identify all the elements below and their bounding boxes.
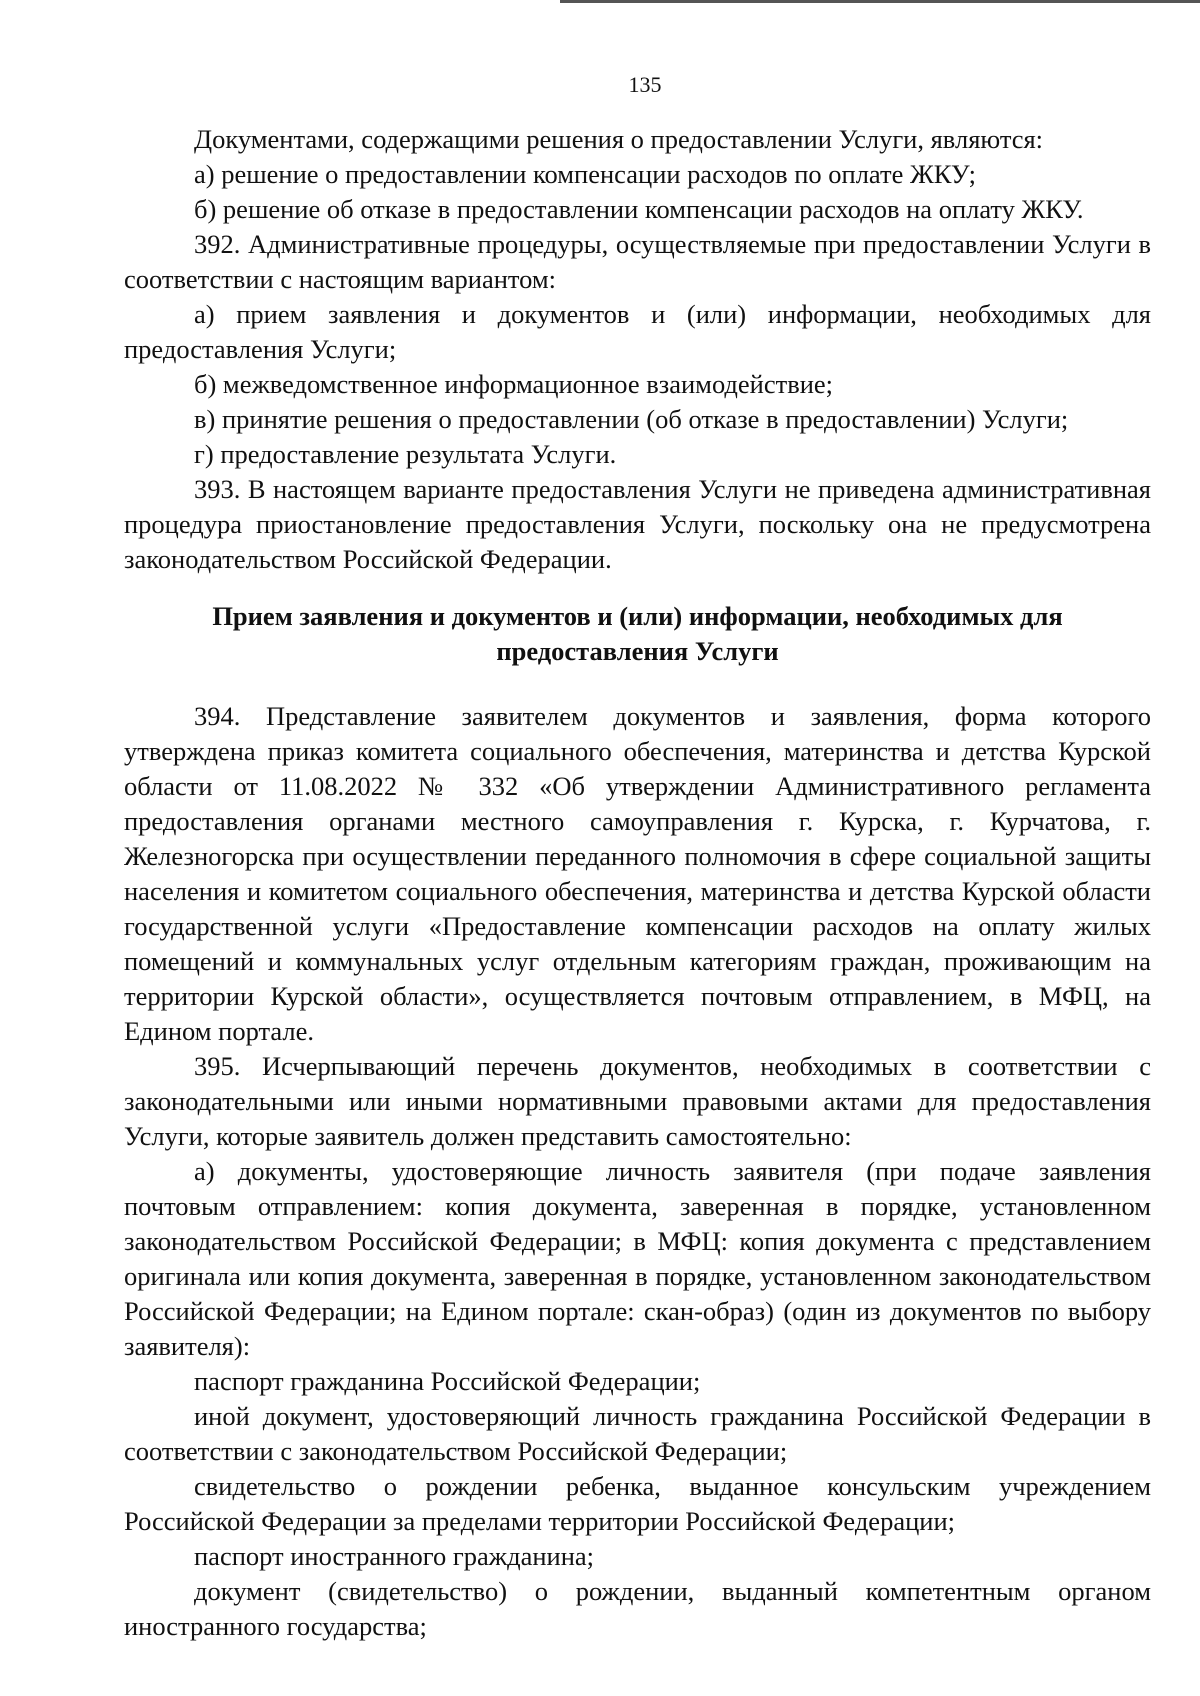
paragraph: 392. Административные процедуры, осуществляемые при предоставлении Услуги в соответствии с настоящим вариантом:: [124, 229, 1151, 294]
paragraph: паспорт гражданина Российской Федерации;: [194, 1366, 701, 1396]
section-heading-line: Прием заявления и документов и (или) информации, необходимых для: [212, 601, 1063, 631]
section-heading-line: предоставления Услуги: [496, 636, 779, 666]
scan-edge-line: [560, 0, 1200, 3]
paragraph: свидетельство о рождении ребенка, выданное консульским учреждением Российской Федерации за пределами территории Российской Федерации;: [124, 1471, 1151, 1536]
paragraph: иной документ, удостоверяющий личность гражданина Российской Федерации в соответствии с законодательством Российской Федерации;: [124, 1401, 1151, 1466]
section-heading: [124, 599, 1151, 669]
page-number: 135: [628, 72, 662, 97]
paragraph: а) прием заявления и документов и (или) информации, необходимых для предоставления Услуги;: [124, 299, 1151, 364]
paragraph: паспорт иностранного гражданина;: [194, 1541, 594, 1571]
paragraph: а) документы, удостоверяющие личность заявителя (при подаче заявления почтовым отправлением: копия документа, заверенная в порядке, установленном законодательством Российской Федерации; в МФЦ: копия документа с представлением оригинала или копия документа, заверенная в порядке, установленном законодательством Российской Федерации; на Едином портале: скан-образ) (один из документов по выбору заявителя):: [124, 1156, 1151, 1361]
paragraph: г) предоставление результата Услуги.: [194, 439, 617, 469]
paragraph: Документами, содержащими решения о предоставлении Услуги, являются:: [194, 124, 1044, 154]
paragraph: а) решение о предоставлении компенсации расходов по оплате ЖКУ;: [194, 159, 976, 189]
paragraph: б) межведомственное информационное взаимодействие;: [194, 369, 834, 399]
document-body: [124, 122, 1151, 1644]
paragraph: документ (свидетельство) о рождении, выданный компетентным органом иностранного государства;: [124, 1576, 1151, 1641]
paragraph: 393. В настоящем варианте предоставления Услуги не приведена административная процедура приостановление предоставления Услуги, поскольку она не предусмотрена законодательством Российской Федерации.: [124, 474, 1151, 574]
paragraph: в) принятие решения о предоставлении (об отказе в предоставлении) Услуги;: [194, 404, 1069, 434]
paragraph: б) решение об отказе в предоставлении компенсации расходов на оплату ЖКУ.: [194, 194, 1084, 224]
paragraph: 394. Представление заявителем документов и заявления, форма которого утверждена приказ комитета социального обеспечения, материнства и детства Курской области от 11.08.2022 № 332 «Об утверждении Административного регламента предоставления органами местного самоуправления г. Курска, г. Курчатова, г. Железногорска при осуществлении переданного полномочия в сфере социальной защиты населения и комитетом социального обеспечения, материнства и детства Курской области государственной услуги «Предоставление компенсации расходов на оплату жилых помещений и коммунальных услуг отдельным категориям граждан, проживающим на территории Курской области», осуществляется почтовым отправлением, в МФЦ, на Едином портале.: [124, 701, 1151, 1046]
paragraph: 395. Исчерпывающий перечень документов, необходимых в соответствии с законодательными или иными нормативными правовыми актами для предоставления Услуги, которые заявитель должен представить самостоятельно:: [124, 1051, 1151, 1151]
